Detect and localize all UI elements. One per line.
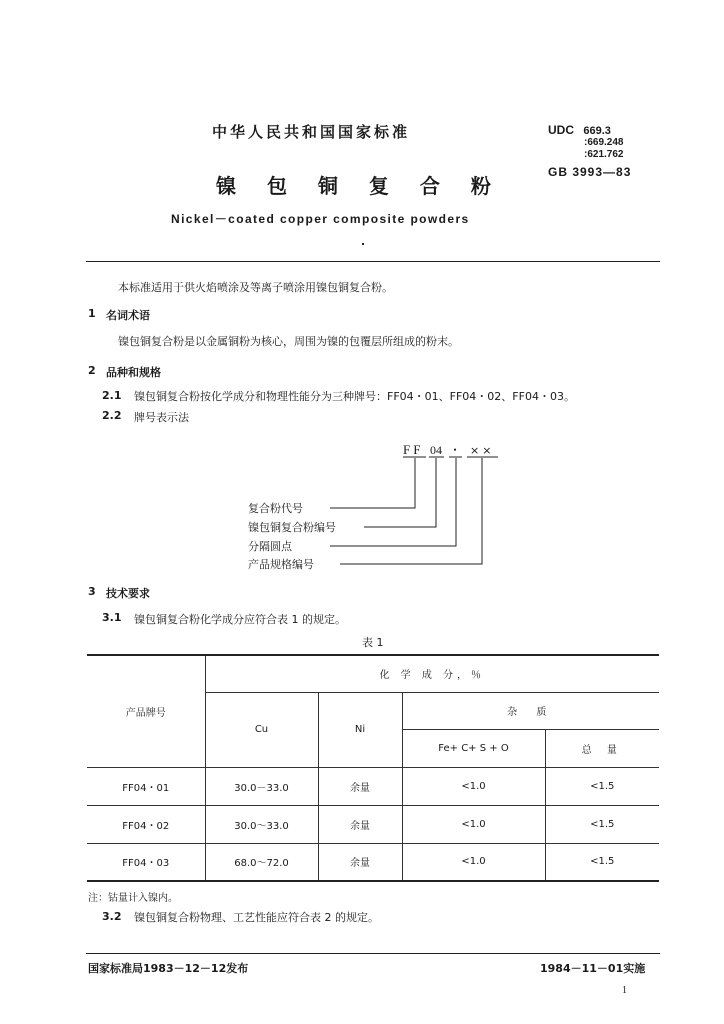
- cell-total: <1.5: [545, 805, 659, 843]
- section-2-1-text: 镍包铜复合粉按化学成分和物理性能分为三种牌号：FF04・01、FF04・02、FF04・03。: [134, 390, 575, 403]
- cell-fe: <1.0: [402, 843, 545, 881]
- section-2-2-number: 2.2: [102, 409, 122, 422]
- header-grade: 产品牌号: [87, 655, 205, 767]
- header-rule: [86, 261, 660, 262]
- table-row: [87, 767, 659, 805]
- intro-paragraph: 本标准适用于供火焰喷涂及等离子喷涂用镍包铜复合粉。: [118, 281, 393, 294]
- section-3-1-number: 3.1: [102, 611, 122, 624]
- document-title-cn: 镍 包 铜 复 合 粉: [216, 174, 503, 198]
- table-1-caption: 表 1: [362, 636, 384, 649]
- designation-diagram: [230, 438, 530, 578]
- cell-fe: <1.0: [402, 767, 545, 805]
- code-ff: FF: [403, 442, 424, 457]
- udc-code-1: 669.3: [583, 125, 611, 137]
- section-2-title: 品种和规格: [106, 366, 161, 379]
- header-impurity: 杂 质: [402, 692, 659, 729]
- section-2-number: 2: [88, 364, 96, 377]
- label-ni-cu-number: 镍包铜复合粉编号: [248, 521, 336, 534]
- cell-grade: FF04・01: [87, 767, 205, 805]
- page-number: 1: [622, 985, 627, 996]
- table-1-note: 注：钴量计入镍内。: [88, 893, 178, 904]
- header-cu: Cu: [205, 692, 318, 767]
- table-1: [87, 654, 659, 882]
- header-ni: Ni: [318, 692, 402, 767]
- cell-ni: 余量: [318, 843, 402, 881]
- label-composite-code: 复合粉代号: [248, 502, 303, 515]
- cell-total: <1.5: [545, 843, 659, 881]
- document-title-en: Nickel－coated copper composite powders: [171, 212, 470, 226]
- issue-date: 国家标准局1983－12－12发布: [88, 962, 249, 975]
- udc-code-2: :669.248: [584, 137, 624, 148]
- section-1-number: 1: [88, 307, 96, 320]
- section-3-title: 技术要求: [106, 587, 150, 600]
- table-row: [87, 843, 659, 881]
- section-3-2-text: 镍包铜复合粉物理、工艺性能应符合表 2 的规定。: [134, 911, 379, 924]
- cell-ni: 余量: [318, 767, 402, 805]
- section-2-1-number: 2.1: [102, 389, 122, 402]
- section-1-title: 名词术语: [106, 309, 150, 322]
- cell-grade: FF04・03: [87, 843, 205, 881]
- section-3-2-number: 3.2: [102, 910, 122, 923]
- cell-cu: 30.0－33.0: [205, 767, 318, 805]
- section-3-number: 3: [88, 585, 96, 598]
- national-standard-heading: 中华人民共和国国家标准: [212, 123, 411, 141]
- udc-code-3: :621.762: [584, 149, 624, 160]
- cell-cu: 30.0～33.0: [205, 805, 318, 843]
- code-dot: ・: [449, 443, 462, 457]
- udc-classification: [548, 124, 623, 161]
- section-3-1-text: 镍包铜复合粉化学成分应符合表 1 的规定。: [134, 613, 346, 626]
- small-mark: [362, 243, 364, 245]
- header-total: 总 量: [545, 729, 659, 767]
- cell-grade: FF04・02: [87, 805, 205, 843]
- section-1-text: 镍包铜复合粉是以金属铜粉为核心，周围为镍的包覆层所组成的粉末。: [118, 335, 459, 348]
- section-2-2-text: 牌号表示法: [134, 411, 189, 424]
- cell-ni: 余量: [318, 805, 402, 843]
- table-row: [87, 805, 659, 843]
- udc-label: UDC: [548, 123, 574, 137]
- code-xx: ××: [470, 444, 495, 457]
- label-product-spec-number: 产品规格编号: [248, 558, 314, 571]
- header-chemical-composition: 化 学 成 分，％: [205, 655, 659, 692]
- cell-cu: 68.0～72.0: [205, 843, 318, 881]
- cell-total: <1.5: [545, 767, 659, 805]
- label-separator-dot: 分隔圆点: [248, 540, 292, 553]
- cell-fe: <1.0: [402, 805, 545, 843]
- code-number: 04: [430, 443, 442, 457]
- footer-rule: [86, 953, 660, 954]
- header-fe-c-s-o: Fe+ C+ S + O: [402, 729, 545, 767]
- gb-number: GB 3993—83: [548, 165, 632, 179]
- effective-date: 1984－11－01实施: [540, 962, 646, 975]
